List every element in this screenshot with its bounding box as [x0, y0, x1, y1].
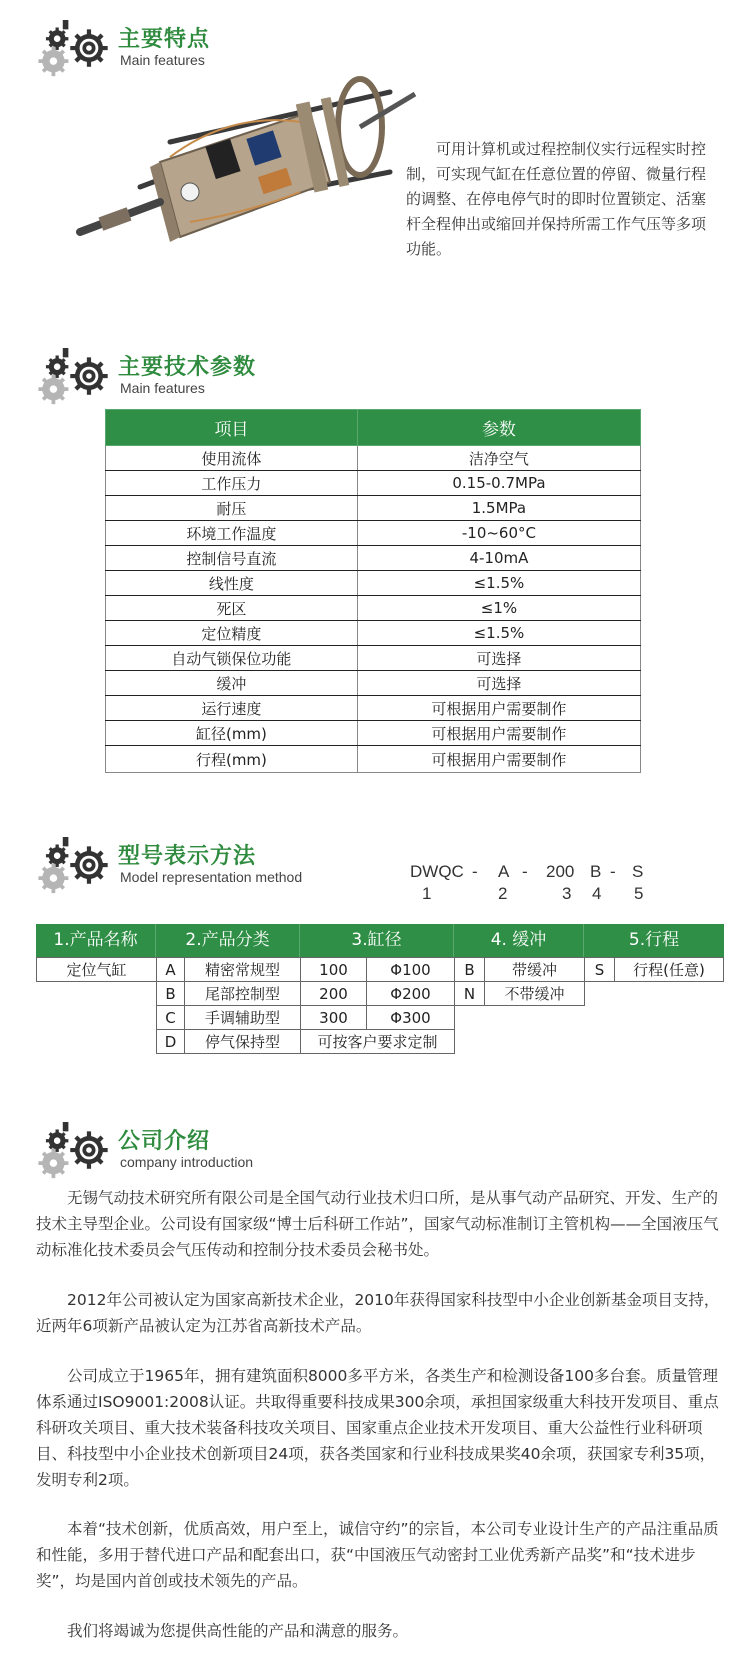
param-name: 工作压力 [106, 471, 358, 496]
param-name: 缸径(mm) [106, 721, 358, 746]
category-code: B [156, 981, 185, 1006]
cushion-code: B [454, 957, 485, 982]
param-value: 可选择 [357, 646, 640, 671]
cushion-label: 不带缓冲 [484, 981, 585, 1006]
model-code-part: S [632, 862, 644, 881]
bore-symbol: Φ100 [366, 957, 455, 982]
param-value: 可根据用户需要制作 [357, 746, 640, 773]
param-value: 1.5MPa [357, 496, 640, 521]
table-header: 参数 [357, 410, 640, 446]
param-value: ≤1% [357, 596, 640, 621]
feature-description: 可用计算机或过程控制仪实行远程实时控制，可实现气缸在任意位置的停留、微量行程的调整、在停电停气时的即时位置锁定、活塞杆全程伸出或缩回并保持所需工作气压等多项功能。 [406, 140, 707, 258]
company-paragraph: 本着“技术创新，优质高效，用户至上，诚信守约”的宗旨，本公司专业设计生产的产品注重品质和性能，多用于替代进口产品和配套出口，获“中国液压气动密封工业优秀新产品奖”和“技术进步奖”，均是国内首创或技术领先的产品。 [36, 1520, 719, 1590]
model-code-part: - [610, 862, 616, 881]
param-name: 使用流体 [106, 446, 358, 471]
table-header: 项目 [106, 410, 358, 446]
section-title: 主要技术参数 [118, 355, 257, 380]
stroke-label: 行程(任意) [614, 957, 724, 982]
table-row [106, 521, 641, 546]
param-name: 控制信号直流 [106, 546, 358, 571]
table-row [106, 696, 641, 721]
stroke-code: S [584, 957, 615, 982]
cushion-label: 带缓冲 [484, 957, 585, 982]
model-table-header: 1.产品名称 [36, 924, 156, 957]
param-name: 死区 [106, 596, 358, 621]
gear-logo-icon [36, 20, 112, 78]
param-name: 定位精度 [106, 621, 358, 646]
model-code-part: B [590, 862, 602, 881]
bore-symbol: Φ300 [366, 1005, 455, 1030]
param-name: 运行速度 [106, 696, 358, 721]
table-row [106, 496, 641, 521]
model-code-number: 3 [562, 884, 572, 903]
bore-size: 300 [300, 1005, 367, 1030]
param-value: 可根据用户需要制作 [357, 721, 640, 746]
model-code-part: 200 [546, 862, 575, 881]
param-name: 自动气锁保位功能 [106, 646, 358, 671]
table-row [106, 596, 641, 621]
table-row [106, 571, 641, 596]
model-table-header: 4. 缓冲 [454, 924, 584, 957]
param-value: 0.15-0.7MPa [357, 471, 640, 496]
param-value: 4-10mA [357, 546, 640, 571]
model-code-part: - [522, 862, 528, 881]
gear-logo-icon [36, 348, 112, 406]
model-code-number: 5 [634, 884, 644, 903]
model-table [36, 924, 724, 1064]
category-code: C [156, 1005, 185, 1030]
table-row [106, 746, 641, 773]
table-row [106, 671, 641, 696]
model-code-parts [410, 862, 670, 884]
model-code-part: A [498, 862, 510, 881]
category-code: D [156, 1029, 185, 1054]
section-subtitle: Model representation method [120, 869, 303, 885]
model-table-header: 2.产品分类 [156, 924, 300, 957]
param-value: -10~60°C [357, 521, 640, 546]
param-name: 线性度 [106, 571, 358, 596]
table-row [106, 721, 641, 746]
param-value: 洁净空气 [357, 446, 640, 471]
cushion-code: N [454, 981, 485, 1006]
category-label: 精密常规型 [184, 957, 301, 982]
table-row [106, 446, 641, 471]
section-header-params [36, 348, 396, 408]
model-code-numbers [410, 884, 670, 906]
param-value: ≤1.5% [357, 571, 640, 596]
param-value: 可选择 [357, 671, 640, 696]
section-title: 公司介绍 [118, 1129, 211, 1154]
model-code [410, 862, 670, 906]
table-row [106, 621, 641, 646]
parameter-table [105, 409, 641, 773]
category-label: 尾部控制型 [184, 981, 301, 1006]
product-name-cell: 定位气缸 [36, 957, 157, 982]
table-row [106, 471, 641, 496]
gear-logo-icon [36, 1122, 112, 1180]
section-title: 型号表示方法 [118, 844, 257, 869]
model-code-part: - [472, 862, 478, 881]
model-code-number: 1 [422, 884, 432, 903]
section-header-model [36, 837, 396, 897]
table-row [106, 546, 641, 571]
company-paragraph: 公司成立于1965年，拥有建筑面积8000多平方米，各类生产和检测设备100多台套。质量管理体系通过ISO9001:2008认证。共取得重要科技成果300余项，承担国家级重大科技开发项目、重点科研攻关项目、重大技术装备科技攻关项目、国家重点企业技术开发项目、重大公益性行业科研项目、科技型中小企业技术创新项目24项，获各类国家和行业科技成果奖40余项，获国家专利35项，发明专利2项。 [36, 1367, 719, 1489]
company-paragraph: 无锡气动技术研究所有限公司是全国气动行业技术归口所，是从事气动产品研究、开发、生产的技术主导型企业。公司设有国家级“博士后科研工作站”，国家气动标准制订主管机构——全国液压气动标准化技术委员会气压传动和控制分技术委员会秘书处。 [36, 1189, 719, 1259]
model-code-number: 2 [498, 884, 508, 903]
bore-custom: 可按客户要求定制 [300, 1029, 455, 1054]
bore-symbol: Φ200 [366, 981, 455, 1006]
model-code-number: 4 [592, 884, 602, 903]
category-label: 停气保持型 [184, 1029, 301, 1054]
section-title: 主要特点 [118, 27, 211, 52]
param-name: 耐压 [106, 496, 358, 521]
param-name: 缓冲 [106, 671, 358, 696]
company-paragraph: 2012年公司被认定为国家高新技术企业，2010年获得国家科技型中小企业创新基金项目支持，近两年6项新产品被认定为江苏省高新技术产品。 [36, 1291, 720, 1335]
gear-logo-icon [36, 837, 112, 895]
section-subtitle: Main features [120, 52, 205, 68]
company-paragraph: 我们将竭诚为您提供高性能的产品和满意的服务。 [67, 1622, 409, 1640]
category-code: A [156, 957, 185, 982]
bore-size: 200 [300, 981, 367, 1006]
bore-size: 100 [300, 957, 367, 982]
param-value: ≤1.5% [357, 621, 640, 646]
product-image [60, 72, 440, 267]
model-code-part: DWQC [410, 862, 464, 881]
section-header-company [36, 1122, 396, 1182]
category-label: 手调辅助型 [184, 1005, 301, 1030]
param-value: 可根据用户需要制作 [357, 696, 640, 721]
section-subtitle: company introduction [120, 1154, 254, 1170]
param-name: 环境工作温度 [106, 521, 358, 546]
model-table-header: 5.行程 [584, 924, 724, 957]
param-name: 行程(mm) [106, 746, 358, 773]
table-row [106, 646, 641, 671]
section-subtitle: Main features [120, 380, 205, 396]
model-table-header: 3.缸径 [300, 924, 454, 957]
section-header-features [36, 20, 396, 80]
